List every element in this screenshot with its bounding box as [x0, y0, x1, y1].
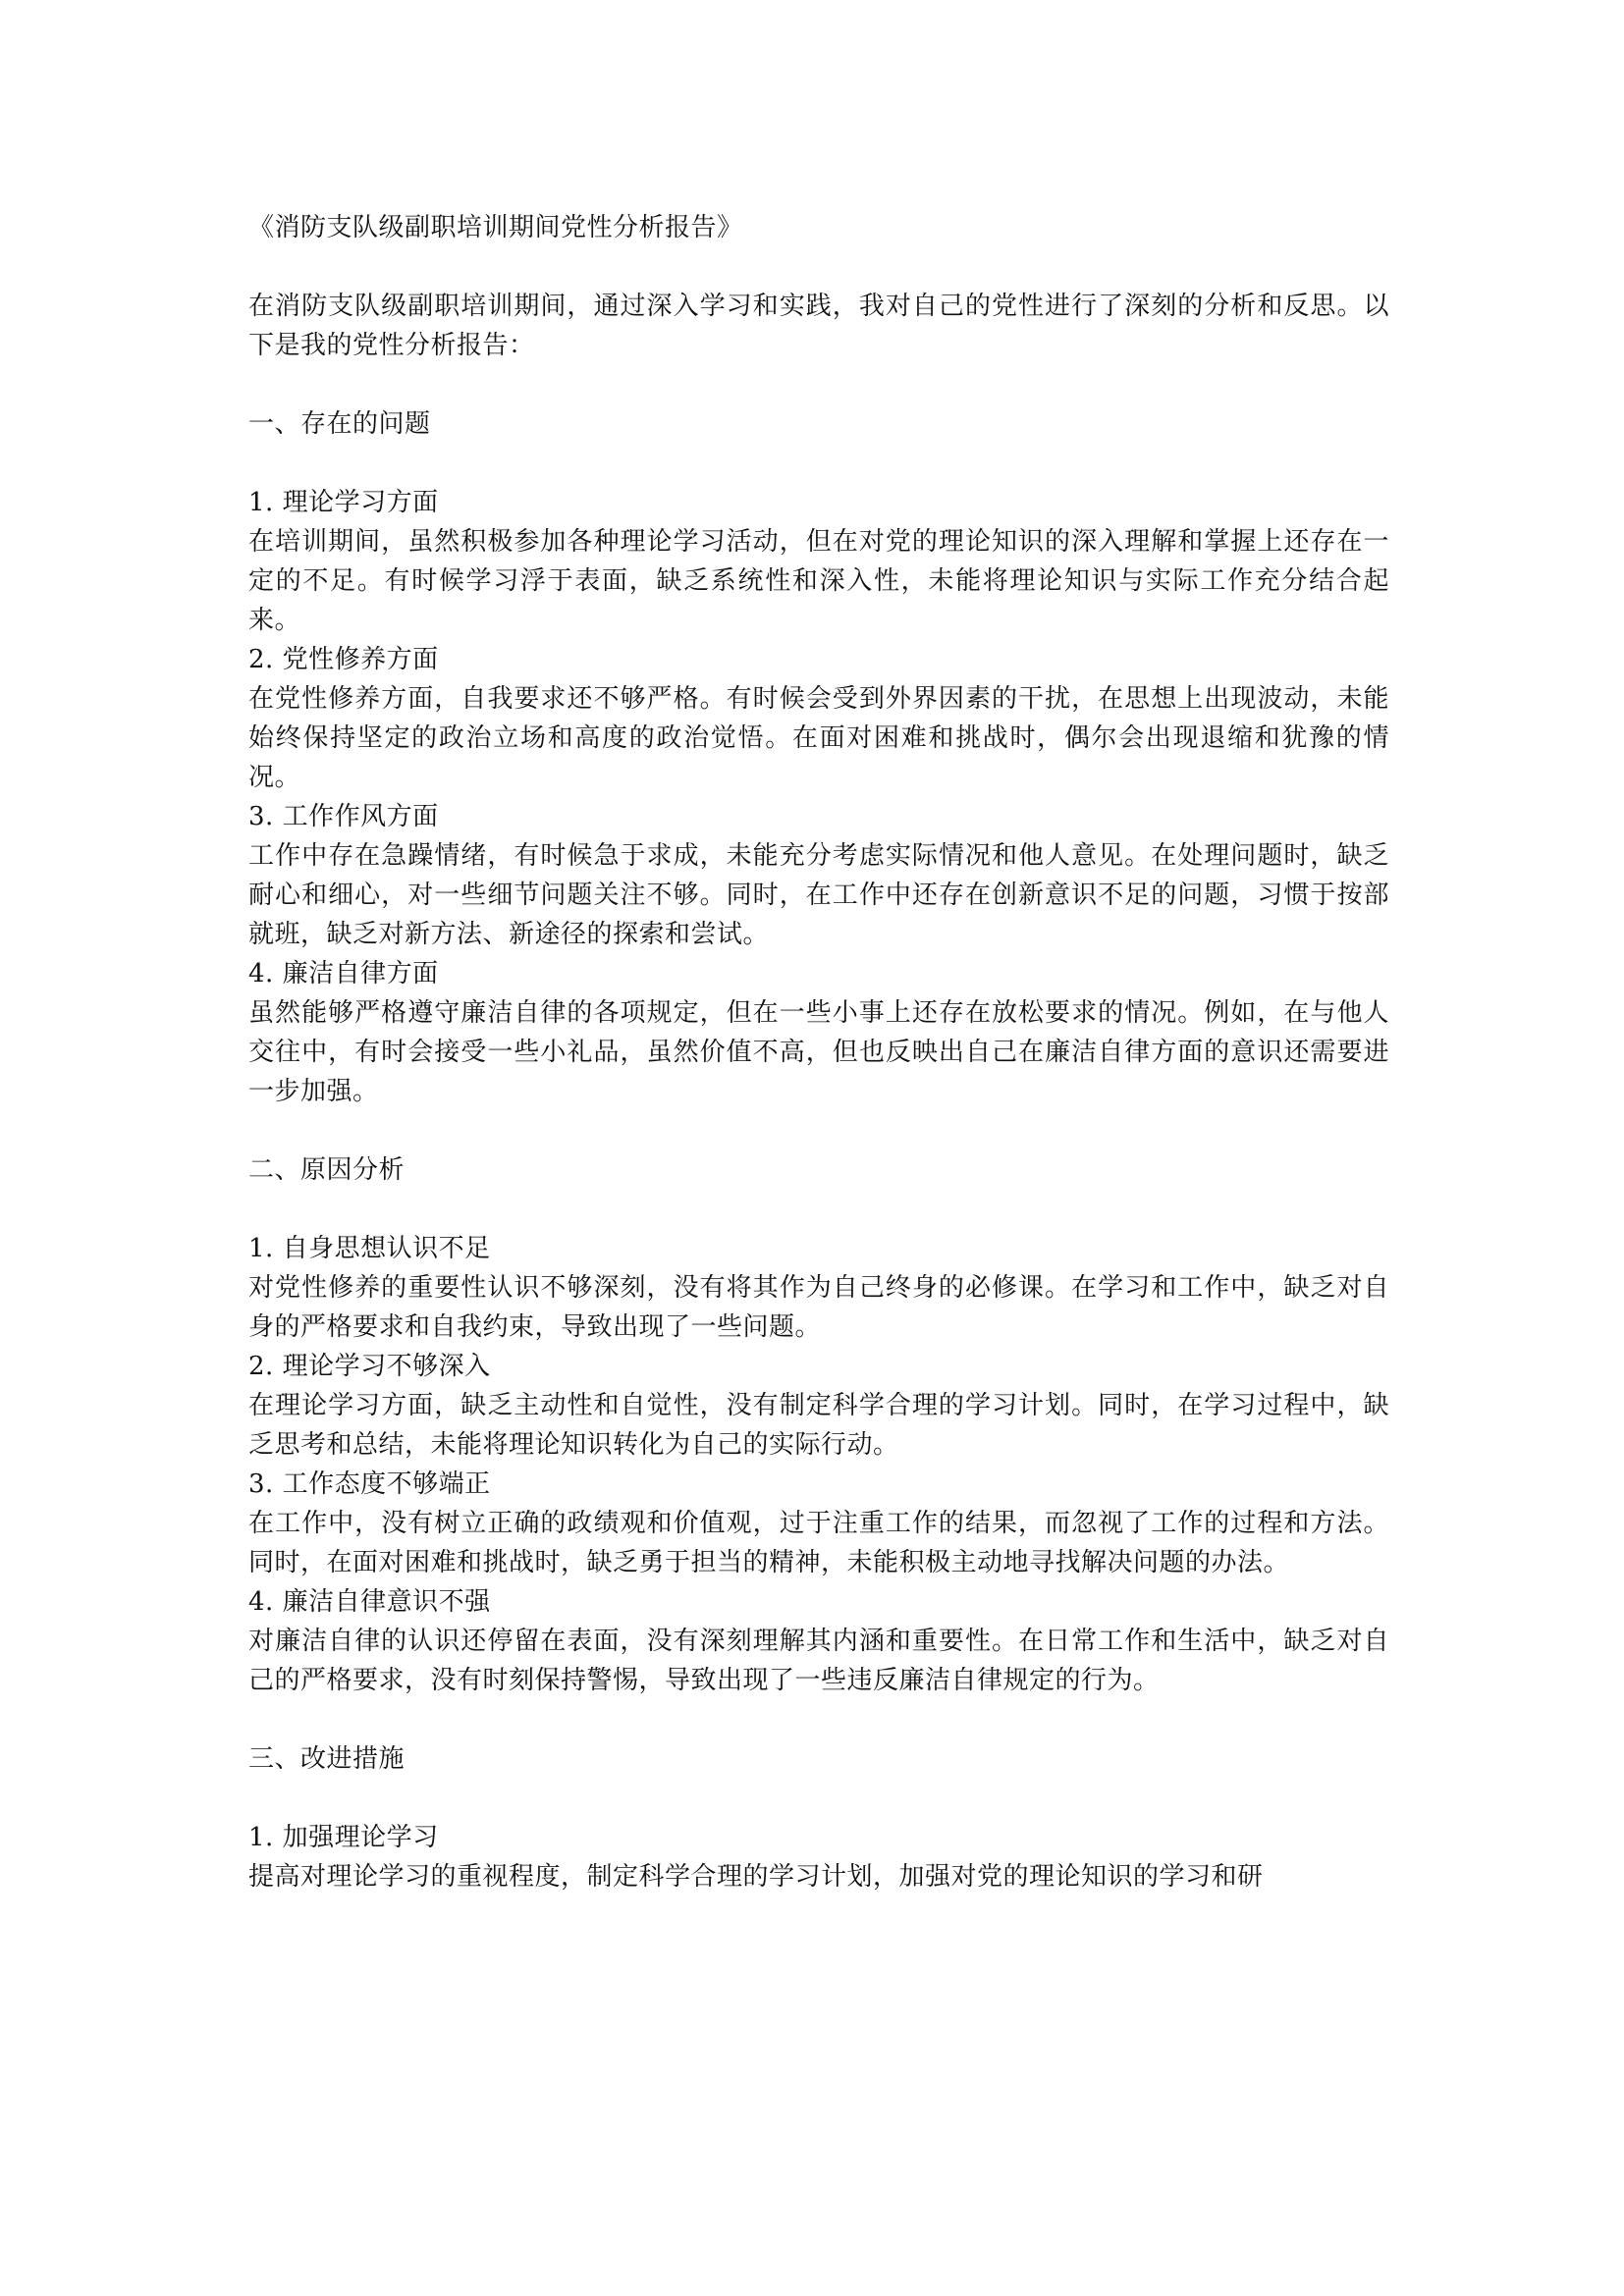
intro-paragraph: 在消防支队级副职培训期间，通过深入学习和实践，我对自己的党性进行了深刻的分析和反思。以下是我的党性分析报告：	[248, 292, 1389, 360]
subheading: 2. 党性修养方面	[248, 645, 439, 674]
paragraph: 在工作中，没有树立正确的政绩观和价值观，过于注重工作的结果，而忽视了工作的过程和方法。同时，在面对困难和挑战时，缺乏勇于担当的精神，未能积极主动地寻找解决问题的办法。	[248, 1509, 1389, 1577]
spacer	[248, 444, 1389, 483]
spacer	[248, 1779, 1389, 1818]
subheading: 4. 廉洁自律意识不强	[248, 1587, 491, 1617]
spacer	[248, 247, 1389, 287]
document-content	[248, 208, 1389, 1896]
paragraph: 对党性修养的重要性认识不够深刻，没有将其作为自己终身的必修课。在学习和工作中，缺乏对自身的严格要求和自我约束，导致出现了一些问题。	[248, 1273, 1389, 1342]
section-heading-measures: 三、改进措施	[248, 1744, 406, 1774]
subheading: 3. 工作作风方面	[248, 802, 439, 831]
paragraph: 虽然能够严格遵守廉洁自律的各项规定，但在一些小事上还存在放松要求的情况。例如，在与他人交往中，有时会接受一些小礼品，虽然价值不高，但也反映出自己在廉洁自律方面的意识还需要进一步加强。	[248, 998, 1389, 1106]
subheading: 1. 理论学习方面	[248, 488, 439, 517]
subheading: 4. 廉洁自律方面	[248, 959, 439, 988]
paragraph: 对廉洁自律的认识还停留在表面，没有深刻理解其内涵和重要性。在日常工作和生活中，缺乏对自己的严格要求，没有时刻保持警惕，导致出现了一些违反廉洁自律规定的行为。	[248, 1627, 1389, 1695]
subheading: 3. 工作态度不够端正	[248, 1469, 491, 1499]
spacer	[248, 1700, 1389, 1739]
paragraph: 在培训期间，虽然积极参加各种理论学习活动，但在对党的理论知识的深入理解和掌握上还存在一定的不足。有时候学习浮于表面，缺乏系统性和深入性，未能将理论知识与实际工作充分结合起来。	[248, 527, 1389, 635]
paragraph: 提高对理论学习的重视程度，制定科学合理的学习计划，加强对党的理论知识的学习和研	[248, 1862, 1264, 1892]
paragraph: 在党性修养方面，自我要求还不够严格。有时候会受到外界因素的干扰，在思想上出现波动，未能始终保持坚定的政治立场和高度的政治觉悟。在面对困难和挑战时，偶尔会出现退缩和犹豫的情况。	[248, 684, 1389, 792]
paragraph: 在理论学习方面，缺乏主动性和自觉性，没有制定科学合理的学习计划。同时，在学习过程中，缺乏思考和总结，未能将理论知识转化为自己的实际行动。	[248, 1391, 1389, 1460]
document-title: 《消防支队级副职培训期间党性分析报告》	[248, 213, 743, 242]
subheading: 1. 自身思想认识不足	[248, 1234, 491, 1263]
subheading: 2. 理论学习不够深入	[248, 1352, 491, 1381]
paragraph: 工作中存在急躁情绪，有时候急于求成，未能充分考虑实际情况和他人意见。在处理问题时，缺乏耐心和细心，对一些细节问题关注不够。同时，在工作中还存在创新意识不足的问题，习惯于按部就班，缺乏对新方法、新途径的探索和尝试。	[248, 841, 1389, 949]
spacer	[248, 1111, 1389, 1150]
spacer	[248, 365, 1389, 404]
section-heading-problems: 一、存在的问题	[248, 409, 431, 439]
subheading: 1. 加强理论学习	[248, 1823, 439, 1852]
section-heading-causes: 二、原因分析	[248, 1155, 406, 1185]
spacer	[248, 1190, 1389, 1229]
